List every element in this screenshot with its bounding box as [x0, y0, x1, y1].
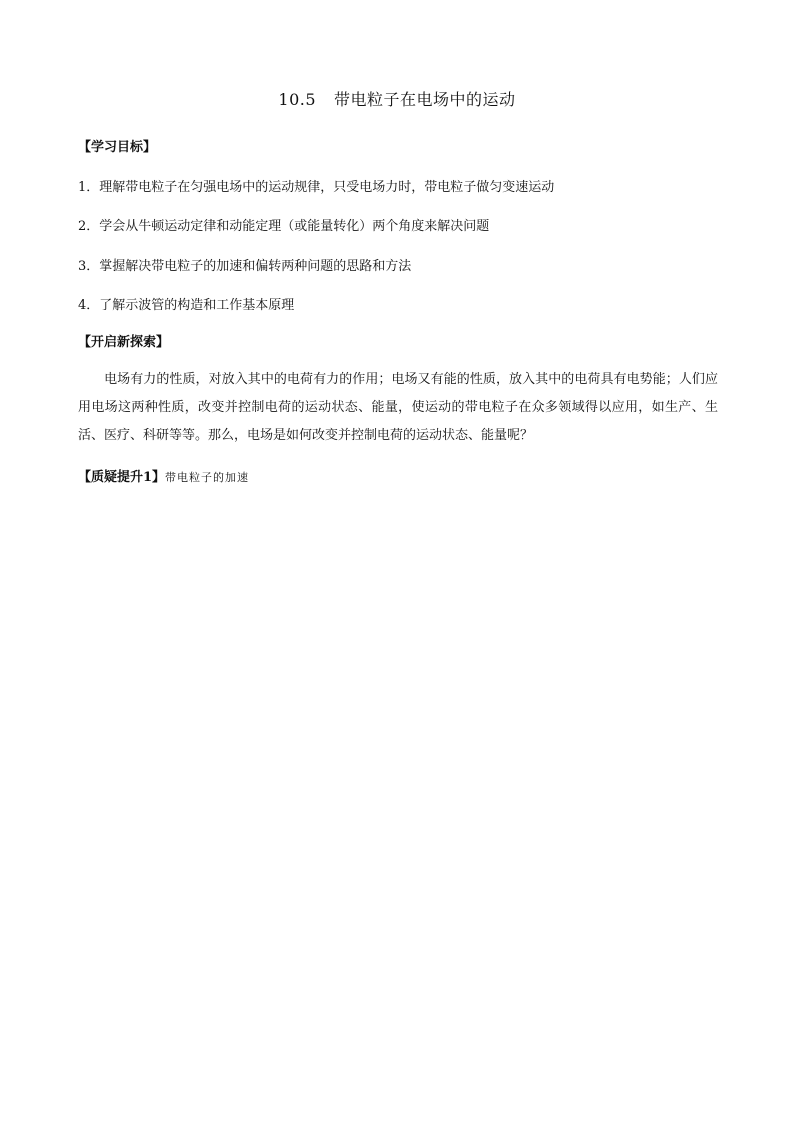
- objective-item-4: 4．了解示波管的构造和工作基本原理: [78, 298, 295, 313]
- objectives-heading: 【学习目标】: [78, 140, 157, 155]
- explore-heading: 【开启新探索】: [78, 335, 170, 350]
- inquiry-subtitle: 带电粒子的加速: [165, 471, 250, 484]
- objective-item-3: 3．掌握解决带电粒子的加速和偏转两种问题的思路和方法: [78, 259, 412, 274]
- explore-paragraph-text: 电场有力的性质，对放入其中的电荷有力的作用；电场又有能的性质，放入其中的电荷具有电势能；人们应用电场这两种性质，改变并控制电荷的运动状态、能量，使运动的带电粒子在众多领域得以应用，如生产、生活、医疗、科研等等。那么，电场是如何改变并控制电荷的运动状态、能量呢？: [78, 372, 718, 443]
- objective-item-2: 2．学会从牛顿运动定律和动能定理（或能量转化）两个角度来解决问题: [78, 219, 490, 234]
- page-title: [0, 87, 794, 110]
- inquiry-heading: 【质疑提升1】: [78, 470, 166, 485]
- inquiry-line: [78, 466, 249, 485]
- explore-paragraph: [78, 366, 718, 450]
- section-number: 10.5: [278, 90, 317, 109]
- section-title: 带电粒子在电场中的运动: [334, 90, 516, 109]
- objective-item-1: 1．理解带电粒子在匀强电场中的运动规律，只受电场力时，带电粒子做匀变速运动: [78, 180, 555, 195]
